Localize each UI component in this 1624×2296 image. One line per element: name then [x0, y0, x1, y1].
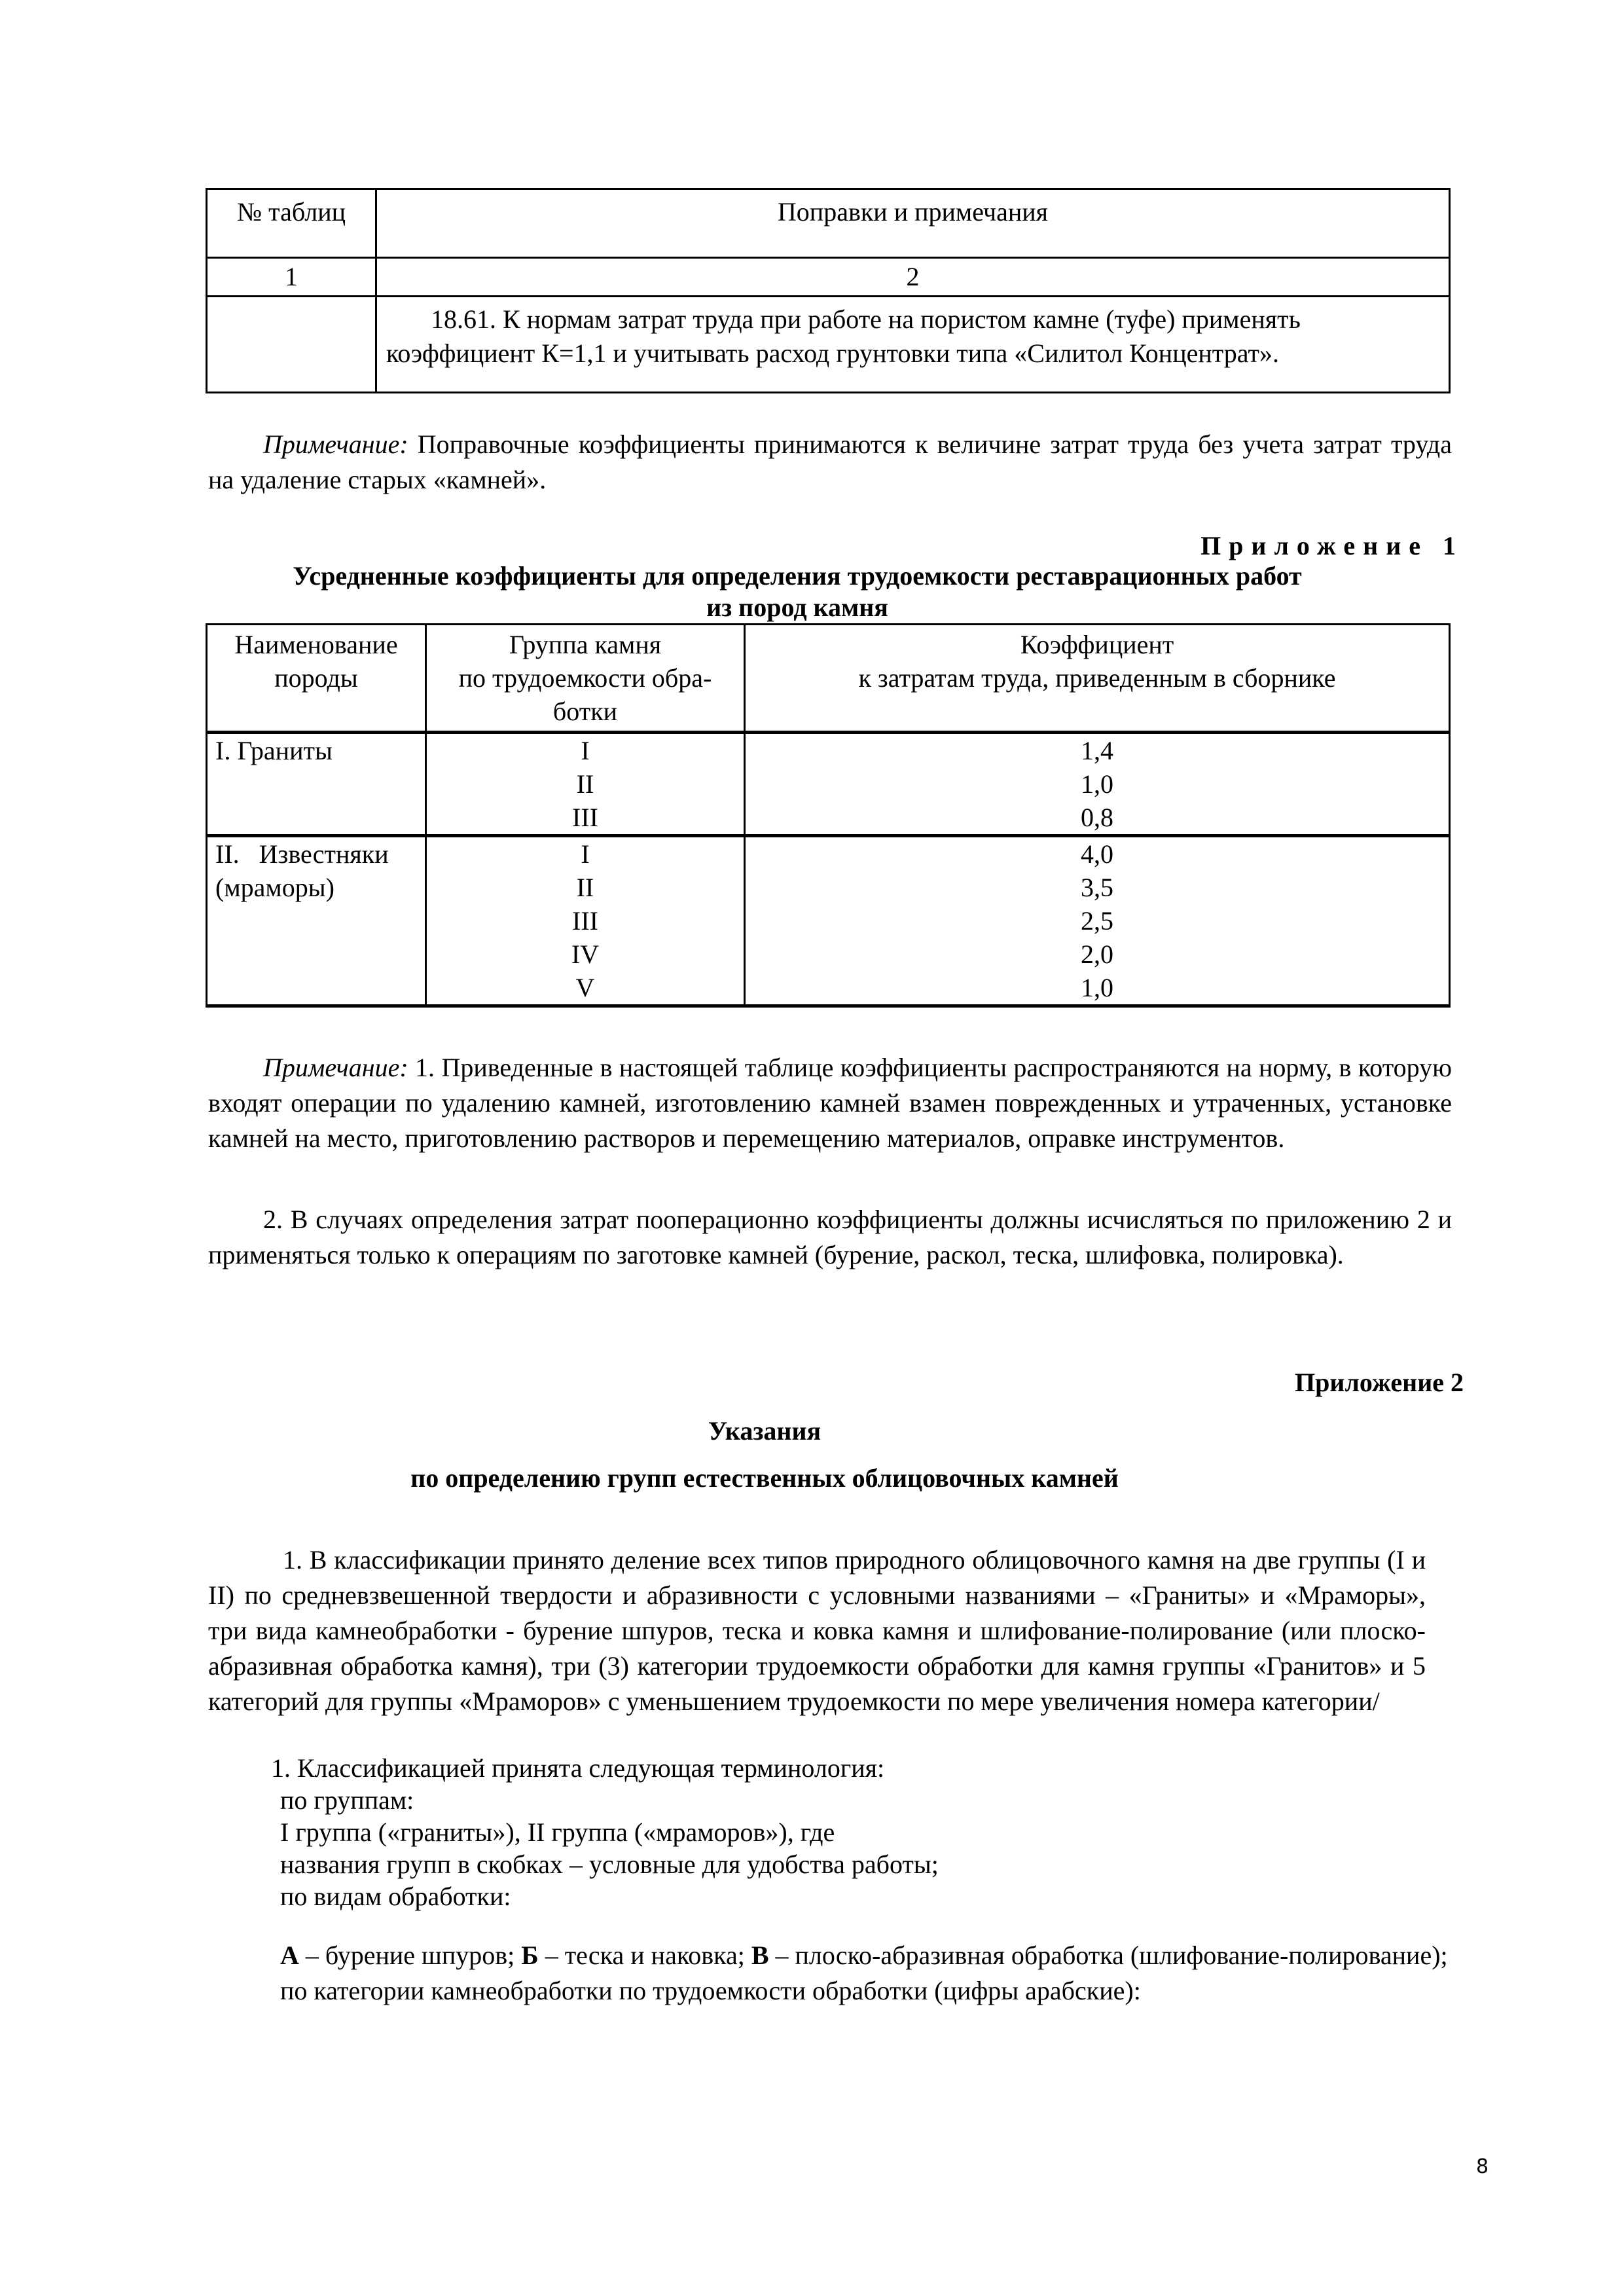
table-header-row	[207, 625, 1450, 733]
header-text: породы	[274, 663, 358, 693]
stone-group: I	[581, 736, 590, 765]
stone-group: III	[572, 803, 598, 832]
column-number-1: 1	[207, 258, 376, 297]
table-header-row	[207, 189, 1450, 258]
table-row-limestones	[207, 836, 1450, 1006]
terminology-line: названия групп в скобках – условные для удобства работы;	[280, 1850, 939, 1879]
coefficient: 0,8	[1081, 803, 1113, 832]
header-corrections: Поправки и примечания	[376, 189, 1450, 258]
stone-groups-limestones	[426, 836, 745, 1006]
rock-name-granites	[207, 733, 426, 836]
processing-text-a: – бурение шпуров;	[298, 1941, 522, 1970]
appendix-1-title-line-1: Усредненные коэффициенты для определения трудоемкости реставрационных работ	[293, 561, 1302, 591]
header-text: по трудоемкости обра-	[458, 663, 712, 693]
category-line: по категории камнеобработки по трудоемкости обработки (цифры арабские):	[280, 1976, 1141, 2005]
correction-line-2: коэффициент К=1,1 и учитывать расход грунтовки типа «Силитол Концентрат».	[386, 338, 1279, 368]
cell-correction-text	[376, 297, 1450, 393]
appendix-1-title-line-2: из пород камня	[706, 592, 888, 622]
appendix-1-label: Приложение 1	[1200, 531, 1464, 560]
coefficients-granites	[745, 733, 1450, 836]
header-table-no: № таблиц	[207, 189, 376, 258]
rock-name: II. Известняки	[215, 839, 389, 869]
processing-text-b: – теска и наковка;	[538, 1941, 751, 1970]
coefficient: 1,4	[1081, 736, 1113, 765]
stone-group: II	[576, 873, 594, 902]
appendix-2-title: Указания	[708, 1416, 821, 1446]
processing-types	[208, 1938, 1452, 2009]
rock-name-limestones	[207, 836, 426, 1006]
paragraph-text: 1. В классификации принято деление всех типов природного облицовочного камня на две группы (I и II) по средневзвешенной твердости и абразивности с условными названиями – «Граниты» и «Мраморы», три вида камнеобработки - бурение шпуров, теска и ковка камня и шлифование-полирование (или плоско-абразивная обработка камня), три (3) категории трудоемкости обработки для камня группы «Гранитов» и 5 категорий для группы «Мраморов» с уменьшением трудоемкости по мере увеличения номера категории/	[208, 1545, 1426, 1716]
coefficient: 1,0	[1081, 769, 1113, 799]
coefficients-table	[206, 623, 1451, 1008]
column-number-row	[207, 258, 1450, 297]
header-text: к затратам труда, приведенным в сборнике	[858, 663, 1336, 693]
processing-text-v: – плоско-абразивная обработка (шлифование-полирование);	[768, 1941, 1448, 1970]
header-coefficient	[745, 625, 1450, 733]
terminology-line: I группа («граниты»), II группа («мраморов»), где	[280, 1817, 835, 1847]
header-rock-name	[207, 625, 426, 733]
appendix-1-title	[208, 560, 1386, 623]
processing-label-v: В	[751, 1941, 769, 1970]
note-text: 1. Приведенные в настоящей таблице коэффициенты распространяются на норму, в которую входят операции по удалению камней, изготовлению камней взамен поврежденных и утраченных, установке камней на место, приготовлению растворов и перемещению материалов, оправке инструментов.	[208, 1053, 1452, 1153]
terminology-line: по видам обработки:	[280, 1882, 511, 1911]
appendix-2-paragraph-1	[208, 1542, 1426, 1719]
terminology-line: по группам:	[280, 1785, 414, 1815]
column-number-2: 2	[376, 258, 1450, 297]
header-text: Коэффициент	[1020, 630, 1174, 659]
stone-group: I	[581, 839, 590, 869]
correction-line-1: 18.61. К нормам затрат труда при работе на пористом камне (туфе) применять	[431, 304, 1301, 334]
stone-group: II	[576, 769, 594, 799]
header-text: Группа камня	[509, 630, 662, 659]
note-text: Поправочные коэффициенты принимаются к величине затрат труда без учета затрат труда на удаление старых «камней».	[208, 429, 1452, 494]
appendix-1-note-2	[208, 1202, 1452, 1273]
note-correction-coefficients	[208, 427, 1452, 498]
header-text: ботки	[552, 697, 618, 726]
header-text: Наименование	[234, 630, 398, 659]
coefficient: 3,5	[1081, 873, 1113, 902]
stone-group: III	[572, 906, 598, 936]
note-text: 2. В случаях определения затрат пооперационно коэффициенты должны исчисляться по приложению 2 и применяться только к операциям по заготовке камней (бурение, раскол, теска, шлифовка, полировка).	[208, 1205, 1452, 1269]
cell-table-no	[207, 297, 376, 393]
note-label: Примечание:	[263, 429, 408, 459]
coefficients-limestones	[745, 836, 1450, 1006]
appendix-2-subtitle: по определению групп естественных облицовочных камней	[410, 1463, 1119, 1493]
appendix-2-terminology	[208, 1752, 1452, 1912]
page-number: 8	[1476, 2155, 1489, 2178]
processing-label-a: А	[280, 1941, 299, 1970]
coefficient: 1,0	[1081, 973, 1113, 1002]
table-row	[207, 297, 1450, 393]
rock-name-sub: (мраморы)	[215, 873, 334, 902]
stone-group: IV	[571, 939, 600, 969]
rock-name: I. Граниты	[215, 736, 333, 765]
coefficient: 2,0	[1081, 939, 1113, 969]
stone-group: V	[575, 973, 595, 1002]
coefficient: 4,0	[1081, 839, 1113, 869]
stone-groups-granites	[426, 733, 745, 836]
appendix-1-note-1	[208, 1050, 1452, 1156]
coefficient: 2,5	[1081, 906, 1113, 936]
terminology-heading: 1. Классификацией принята следующая терминология:	[271, 1753, 885, 1783]
appendix-2-label: Приложение 2	[1295, 1368, 1464, 1397]
processing-label-b: Б	[521, 1941, 539, 1970]
header-stone-group	[426, 625, 745, 733]
note-label: Примечание:	[263, 1053, 408, 1082]
table-row-granites	[207, 733, 1450, 836]
corrections-table	[206, 188, 1451, 393]
